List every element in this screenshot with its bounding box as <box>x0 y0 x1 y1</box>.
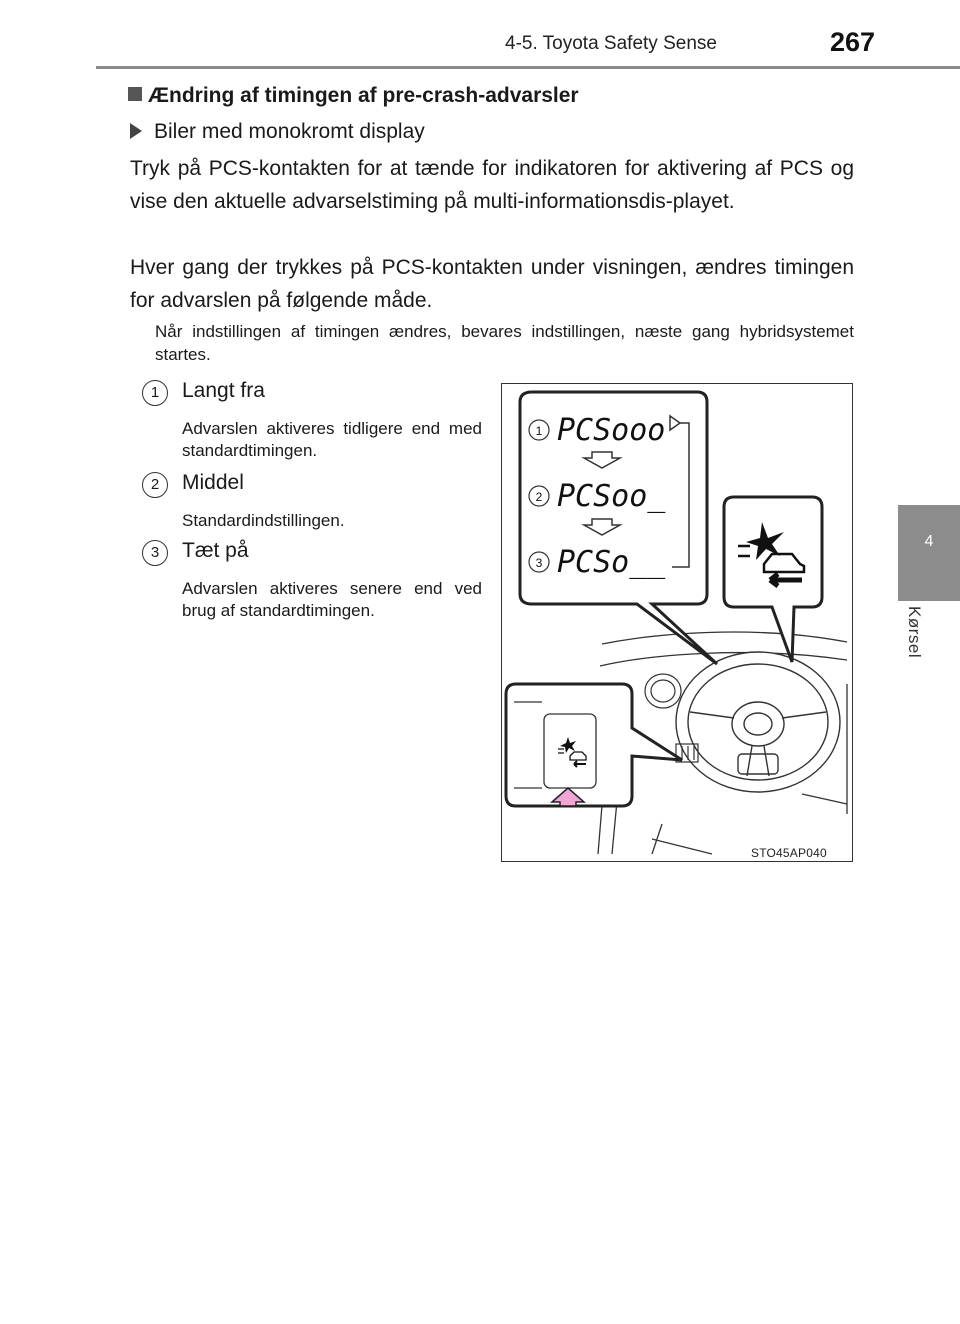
page-number: 267 <box>830 27 876 57</box>
item-number-badge: 1 <box>142 380 168 406</box>
pcs-switch-body <box>544 714 596 788</box>
item-number-badge: 3 <box>142 540 168 566</box>
display-row-text: PCSooo <box>557 413 666 448</box>
display-row-text: PCSoo_ <box>557 479 666 514</box>
note-text: Når indstillingen af timingen ændres, bevares indstillingen, næste gang hybridsystemet startes. <box>155 322 854 364</box>
triangle-bullet-icon <box>130 123 142 139</box>
square-bullet-icon <box>128 87 142 101</box>
steering-wheel <box>676 652 840 792</box>
item-title: Middel <box>182 471 244 494</box>
pcs-illustration <box>501 383 853 862</box>
sub-heading <box>130 120 425 144</box>
chapter-number: 4 <box>924 533 934 550</box>
display-row-text: PCSo__ <box>557 545 666 580</box>
item-number-badge: 2 <box>142 472 168 498</box>
chapter-tab[interactable] <box>898 505 960 601</box>
item-title: Tæt på <box>182 539 249 562</box>
dashboard-illustration <box>502 384 853 862</box>
chapter-title: Kørsel <box>905 606 924 659</box>
header-section-title: 4-5. Toyota Safety Sense <box>505 33 717 54</box>
item-description: Advarslen aktiveres senere end ved brug af standardtimingen. <box>182 579 482 620</box>
figure-code: STO45AP040 <box>751 846 827 860</box>
callout-number: 2 <box>535 490 543 504</box>
header-rule <box>96 66 960 69</box>
item-title: Langt fra <box>182 379 265 402</box>
item-description: Advarslen aktiveres tidligere end med standardtimingen. <box>182 419 482 460</box>
section-heading <box>128 84 579 108</box>
callout-number: 1 <box>535 424 543 438</box>
paragraph-1: Tryk på PCS-kontakten for at tænde for indikatoren for aktivering af PCS og vise den aktuelle advarselstiming på multi-informationsdis-playet. <box>130 157 854 213</box>
section-heading-text: Ændring af timingen af pre-crash-advarsler <box>148 84 579 107</box>
callout-number: 3 <box>535 556 543 570</box>
sub-heading-text: Biler med monokromt display <box>154 120 425 143</box>
chapter-title-vertical <box>898 600 960 680</box>
paragraph-2: Hver gang der trykkes på PCS-kontakten under visningen, ændres timingen for advarslen på følgende måde. <box>130 256 854 312</box>
item-description: Standardindstillingen. <box>182 511 345 530</box>
